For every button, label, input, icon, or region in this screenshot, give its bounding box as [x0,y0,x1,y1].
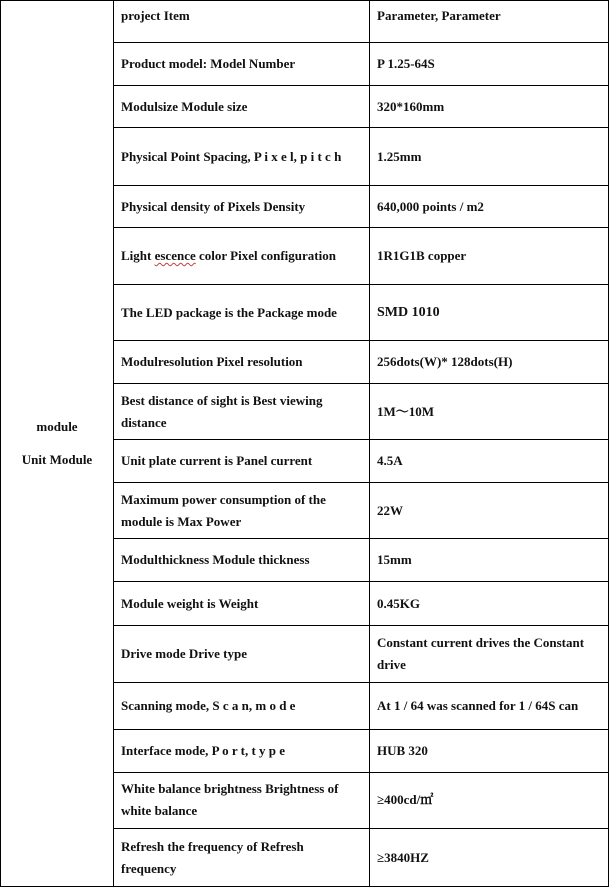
row-value-cell: P 1.25-64S [370,43,609,85]
row-value-cell: 1M～10M [370,383,609,440]
row-item-cell: Maximum power consumption of the module is Max Power [114,482,370,539]
row-value-cell: 15mm [370,539,609,581]
row-value-cell: At 1 / 64 was scanned for 1 / 64S can [370,682,609,729]
row-item-cell: Best distance of sight is Best viewing distance [114,383,370,440]
row-item-cell: Module weight is Weight [114,581,370,625]
row-value-cell: HUB 320 [370,730,609,772]
row-item-cell: White balance brightness Brightness of white balance [114,772,370,829]
row-item-cell: Physical Point Spacing, P i x e l, p i t c h [114,128,370,186]
row-item-part: Light [121,248,155,264]
row-item-cell: Scanning mode, S c a n, m o d e [114,682,370,729]
row-value-cell: ≥3840HZ [370,829,609,887]
table-row [1,1,609,43]
row-value-cell: 4.5A [370,440,609,482]
row-item-cell [114,228,370,285]
spellcheck-word: escence [154,248,196,264]
group-label-module: module [36,419,78,434]
row-value-cell: 1R1G1B copper [370,228,609,285]
header-param-cell: Parameter, Parameter [370,1,609,43]
row-item-cell: Physical density of Pixels Density [114,185,370,227]
row-value-cell: 1.25mm [370,128,609,186]
row-item-cell: Drive mode Drive type [114,626,370,683]
row-item-cell: Interface mode, P o r t, t y p e [114,730,370,772]
row-item-cell: Modulsize Module size [114,85,370,127]
row-item-cell: Modulthickness Module thickness [114,539,370,581]
row-item-cell: Modulresolution Pixel resolution [114,341,370,383]
row-item-cell: The LED package is the Package mode [114,284,370,341]
row-value-cell: ≥400cd/㎡ [370,772,609,829]
group-cell [1,1,114,887]
row-value-cell: 256dots(W)* 128dots(H) [370,341,609,383]
row-value-cell: 22W [370,482,609,539]
row-value-cell: 320*160mm [370,85,609,127]
row-value-cell: 640,000 points / m2 [370,185,609,227]
row-item-part: color Pixel configuration [195,248,336,264]
row-item-cell: Unit plate current is Panel current [114,440,370,482]
row-item-cell: Product model: Model Number [114,43,370,85]
header-item-cell: project Item [114,1,370,43]
row-value-cell: 0.45KG [370,581,609,625]
row-value-cell: Constant current drives the Constant drive [370,626,609,683]
group-label-unit-module: Unit Module [21,452,93,467]
row-item-cell: Refresh the frequency of Refresh frequency [114,829,370,887]
row-value-cell: SMD 1010 [370,284,609,341]
